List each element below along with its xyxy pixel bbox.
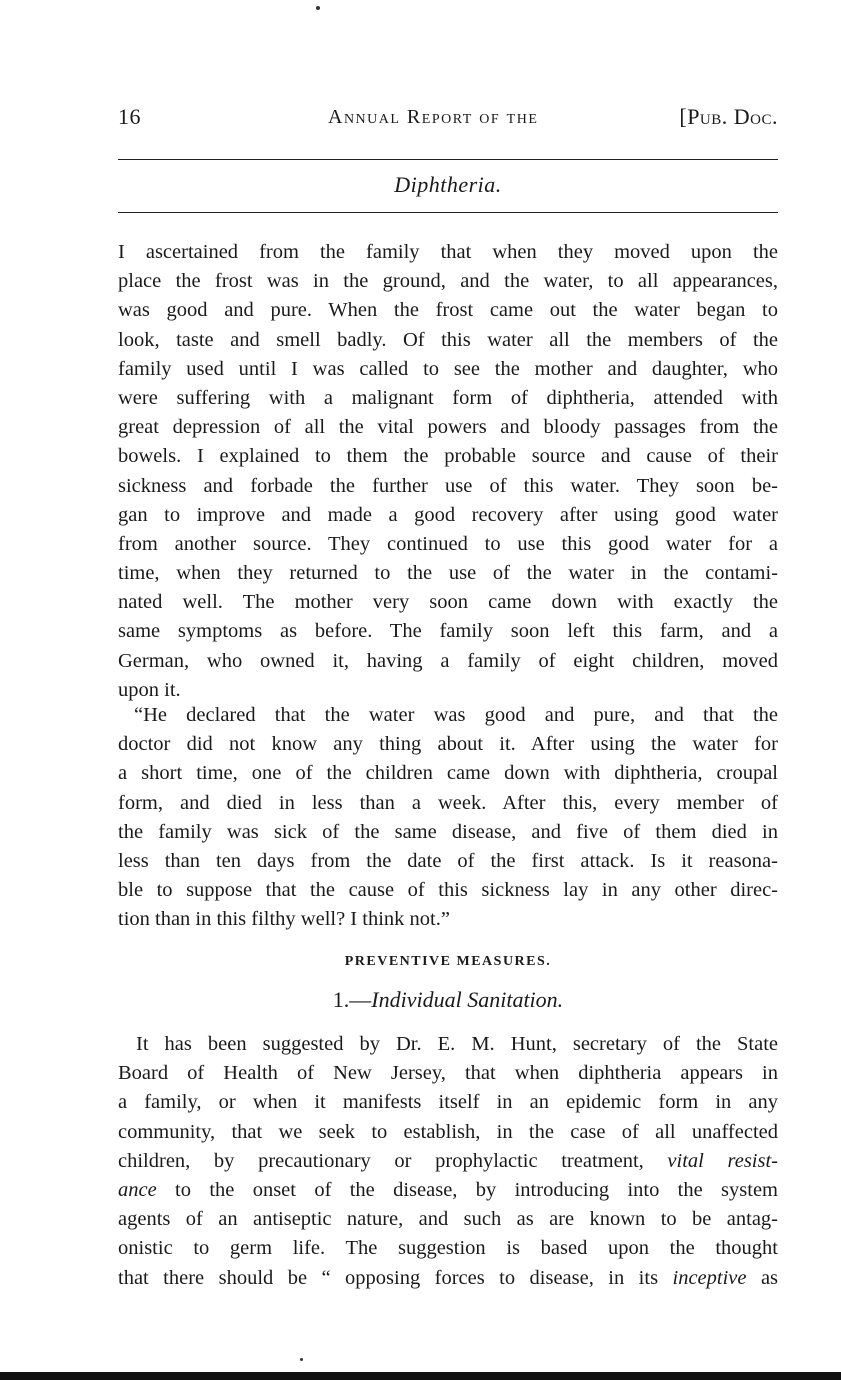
paragraph-line: It has been suggested by Dr. E. M. Hunt, secretary of the State [136, 1033, 778, 1055]
running-head [118, 104, 778, 134]
sub-heading-title: Individual Sanitation. [371, 987, 564, 1012]
line-text: to the onset of the disease, by introducing into the system [175, 1178, 778, 1201]
paragraph-line: tion than in this filthy well? I think not.” [118, 908, 450, 931]
section-heading: Diphtheria. [394, 172, 502, 197]
document-label: [Pub. Doc. [679, 104, 778, 129]
report-title: Annual Report of the [328, 106, 539, 128]
paragraph-line: I ascertained from the family that when they moved upon the [118, 241, 778, 263]
top-rule [118, 159, 778, 160]
paragraph-line: a family, or when it manifests itself in an epidemic form in any [118, 1091, 778, 1114]
sub-heading [118, 987, 778, 1013]
paragraph-line [118, 1264, 778, 1293]
paragraph-line: community, that we seek to establish, in the case of all unaffected [118, 1120, 778, 1143]
paragraph-line: place the frost was in the ground, and the water, to all appearances, [118, 270, 778, 293]
paragraph-line: bowels. I explained to them the probable source and cause of their [118, 445, 778, 468]
paragraph-line: onistic to germ life. The suggestion is based upon the thought [118, 1237, 778, 1260]
line-text: that there should be “ opposing forces to disease, in its [118, 1266, 659, 1289]
paragraph-line: agents of an antiseptic nature, and such as are known to be antag- [118, 1208, 778, 1231]
paragraph-line: ble to suppose that the cause of this sickness lay in any other direc- [118, 879, 778, 902]
paragraph-line: look, taste and smell badly. Of this water all the members of the [118, 328, 778, 351]
paragraph-3 [118, 1030, 778, 1293]
paragraph-line: great depression of all the vital powers and bloody passages from the [118, 416, 778, 439]
paragraph-line: doctor did not know any thing about it. After using the water for [118, 733, 778, 756]
line-text: children, by precautionary or prophylactic treatment, [118, 1149, 644, 1172]
paragraph-line: form, and died in less than a week. After this, every member of [118, 791, 778, 814]
emphasis-text: vital resist- [667, 1149, 778, 1172]
paragraph-line: gan to improve and made a good recovery after using good water [118, 503, 778, 526]
sub-heading-number: 1.— [332, 987, 372, 1012]
paragraph-line: the family was sick of the same disease, and five of them died in [118, 820, 778, 843]
paragraph-line: upon it. [118, 678, 181, 701]
paragraph-line: time, when they returned to the use of the water in the contami- [118, 562, 778, 585]
scan-edge [0, 1372, 841, 1380]
paragraph-line: a short time, one of the children came down with diphtheria, croupal [118, 762, 778, 785]
paragraph-2 [118, 701, 778, 935]
bottom-rule [118, 212, 778, 213]
paragraph-line: from another source. They continued to use this good water for a [118, 532, 778, 555]
paragraph-line: same symptoms as before. The family soon left this farm, and a [118, 620, 778, 643]
paragraph-line [118, 1147, 778, 1176]
paragraph-line: less than ten days from the date of the first attack. Is it reasona- [118, 849, 778, 872]
paragraph-1 [118, 238, 778, 705]
page-number: 16 [118, 104, 141, 129]
emphasis-text: inceptive [672, 1266, 747, 1289]
paragraph-line: German, who owned it, having a family of eight children, moved [118, 649, 778, 672]
emphasis-text: ance [118, 1178, 157, 1201]
paragraph-line: “He declared that the water was good and pure, and that the [134, 704, 778, 726]
paragraph-line: was good and pure. When the frost came out the water began to [118, 299, 778, 322]
paragraph-line: sickness and forbade the further use of this water. They soon be- [118, 474, 778, 497]
preventive-measures-heading: PREVENTIVE MEASURES. [344, 954, 552, 969]
paragraph-line: Board of Health of New Jersey, that when diphtheria appears in [118, 1062, 778, 1085]
printer-mark-top [316, 6, 320, 10]
paragraph-line: nated well. The mother very soon came down with exactly the [118, 591, 778, 614]
paragraph-line: were suffering with a malignant form of diphtheria, attended with [118, 386, 778, 409]
printer-mark-bottom [300, 1358, 303, 1361]
paragraph-line [118, 1176, 778, 1205]
paragraph-line: family used until I was called to see the mother and daughter, who [118, 357, 778, 380]
line-text: as [760, 1266, 779, 1289]
